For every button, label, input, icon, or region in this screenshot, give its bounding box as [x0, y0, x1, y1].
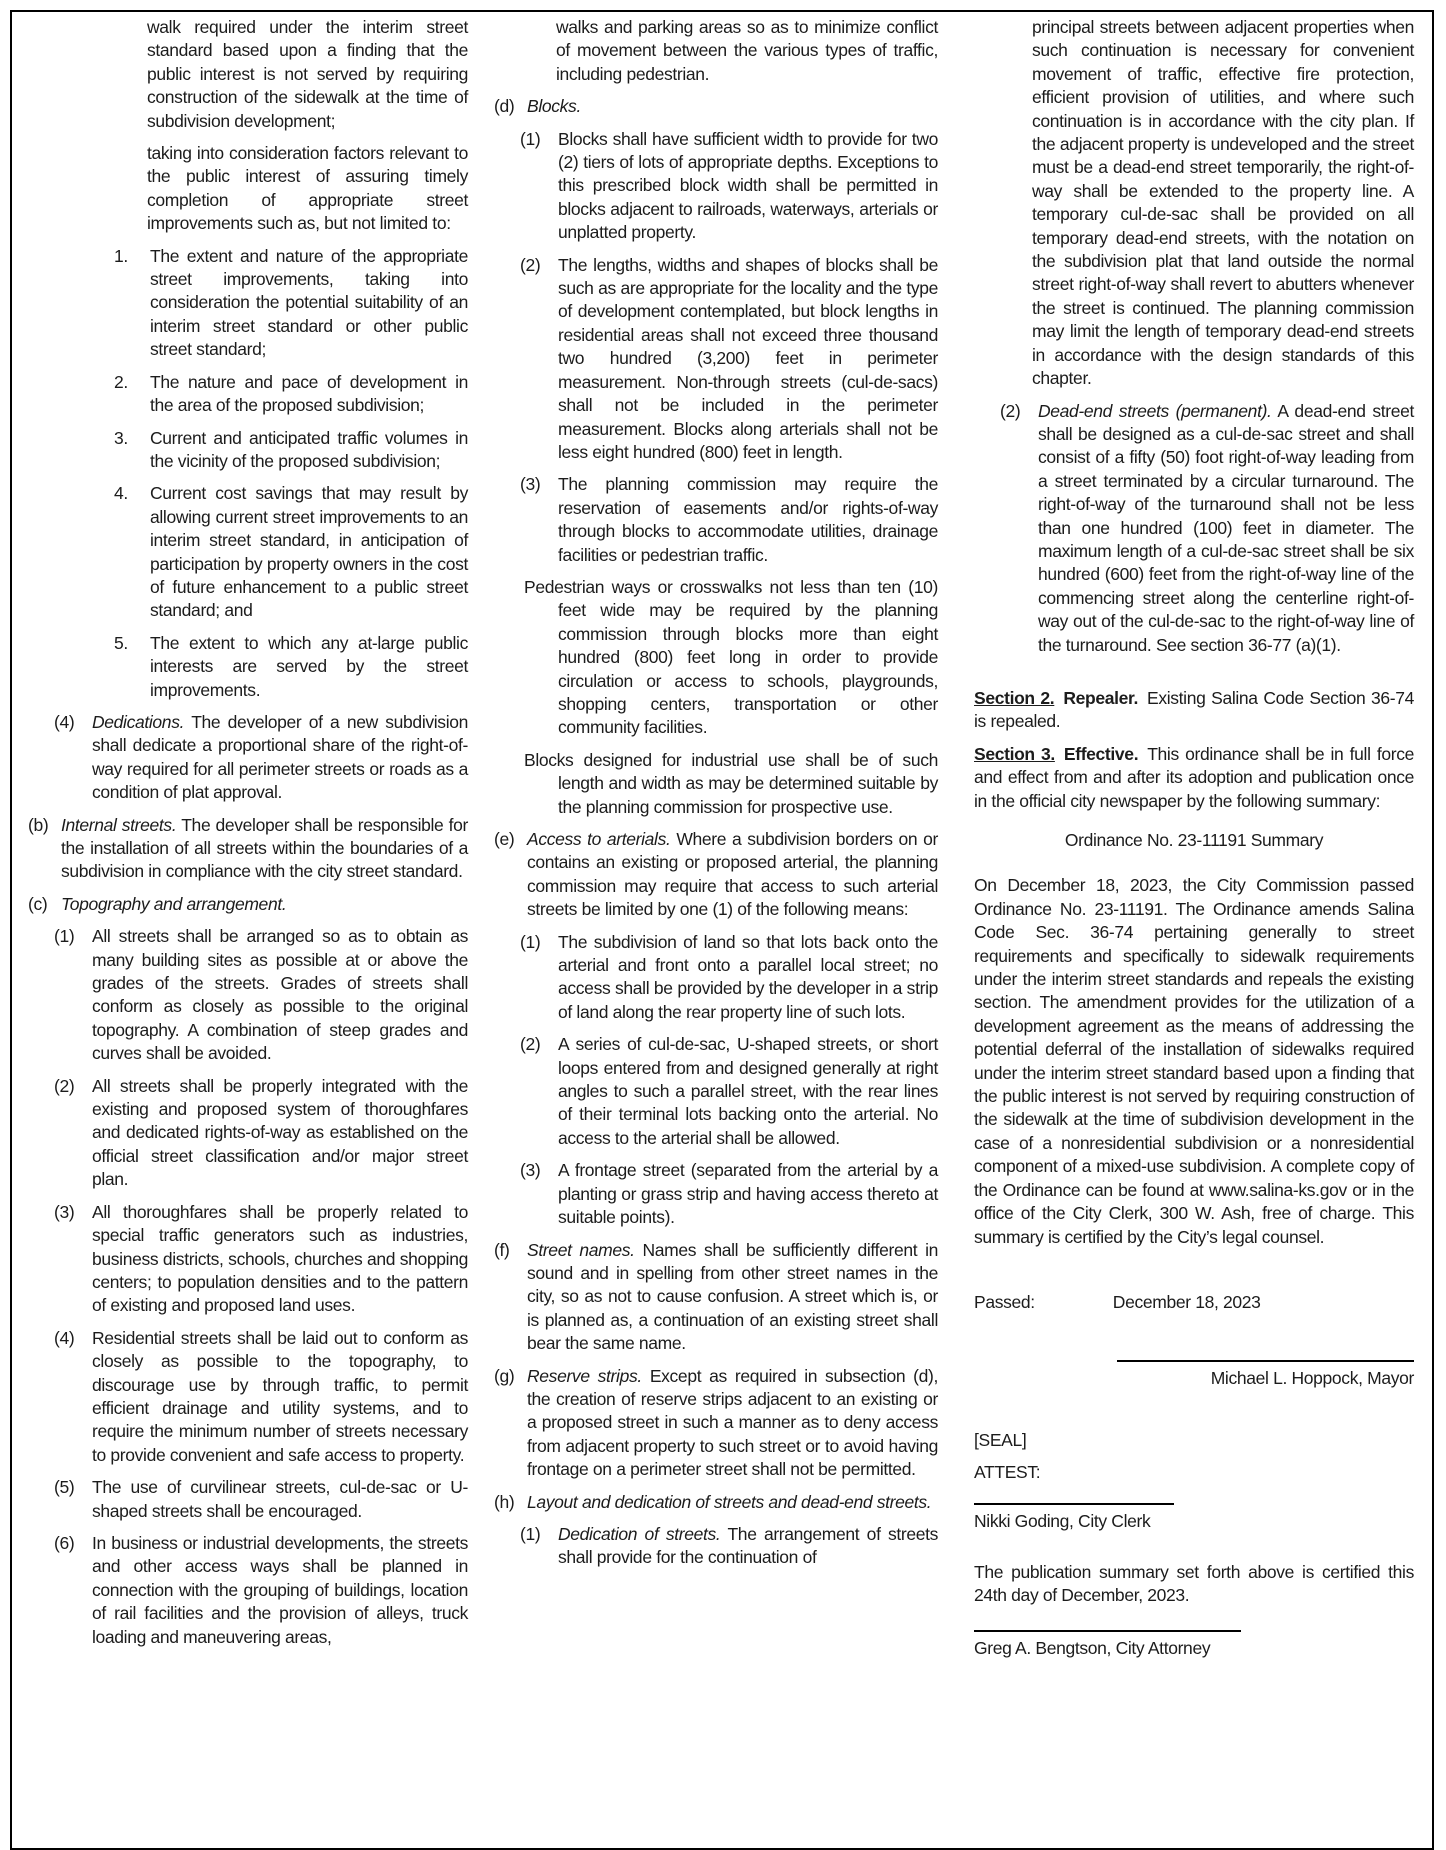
item-text: Where a subdivision borders on or contains an existing or proposed arterial, the planning commission may require that access to such arterial streets be limited by one (1) of the following means: — [527, 829, 939, 920]
item-lead: Blocks. — [527, 96, 581, 117]
signature-line — [974, 1503, 1174, 1505]
list-item-dead-end-streets — [974, 400, 1414, 657]
item-text: A dead-end street shall be designed as a cul-de-sac street and shall consist of a fifty (50) foot right-of-way leading from a street terminated by a circular turnaround. The right-of-way of the turnaround shall not be less than one hundred (100) feet in diameter. The maximum length of a cul-de-sac street shall be six hundred (600) feet from the right-of-way line of the commencing street along the centerline right-of-way out of the cul-de-sac to the right-of-way line of the turnaround. See section 36-77 (a)(1). — [1038, 400, 1414, 655]
item-lead: Layout and dedication of streets and dead-end streets. — [527, 1491, 932, 1512]
item-marker: (6) — [54, 1532, 75, 1553]
section-2-repealer — [974, 687, 1414, 734]
item-marker: (d) — [494, 96, 515, 117]
continuation-paragraph: walks and parking areas so as to minimize conflict of movement between the various types of traffic, including pedestrian. — [556, 17, 938, 84]
item-marker: (4) — [54, 1327, 75, 1348]
item-marker: (b) — [28, 814, 49, 835]
item-text: A frontage street (separated from the arterial by a planting or grass strip and having access thereto at suitable points). — [558, 1160, 938, 1228]
section-subheading: Repealer. — [1063, 687, 1138, 708]
city-attorney-signature — [974, 1630, 1414, 1660]
section-heading: Section 3. — [974, 743, 1055, 764]
list-item — [28, 632, 468, 702]
item-text: Except as required in subsection (d), the creation of reserve strips adjacent to an existing or a proposed street in such a manner as to deny access from adjacent property to such street or to avoid having frontage on a perimeter street shall not be permitted. — [527, 1365, 938, 1480]
list-item — [494, 473, 938, 567]
list-item-internal-streets — [28, 814, 468, 884]
item-marker: (1) — [520, 128, 541, 149]
list-item-layout-dedication-heading — [494, 1491, 938, 1514]
item-lead: Topography and arrangement. — [61, 893, 287, 914]
signature-line — [1117, 1360, 1414, 1362]
item-marker: (3) — [54, 1201, 75, 1222]
item-marker: 4. — [114, 483, 128, 504]
item-lead: Access to arterials. — [527, 829, 671, 849]
item-lead: Reserve strips. — [527, 1365, 642, 1386]
item-text: The arrangement of streets shall provide for the continuation of — [558, 1523, 939, 1568]
item-lead: Street names. — [527, 1239, 635, 1260]
item-marker: (2) — [520, 254, 541, 275]
list-item-topography-heading — [28, 893, 468, 916]
signature-caption: Michael L. Hoppock, Mayor — [1210, 1368, 1414, 1389]
item-text: Names shall be sufficiently different in sound and in spelling from other street names in the city, so as not to cause confusion. A street which is, or is planned as, a continuation of an existing street shall bear the same name. — [527, 1239, 938, 1354]
list-item — [28, 482, 468, 622]
list-item — [28, 427, 468, 474]
list-item — [494, 254, 938, 465]
list-item-blocks-heading — [494, 95, 938, 118]
industrial-blocks-paragraph: Blocks designed for industrial use shall be of such length and width as may be determined suitable by the planning commission for prospective use. — [524, 749, 938, 817]
item-text: Current cost savings that may result by allowing current street improvements to an interim street standard, in anticipation of participation by property owners in the cost of future enhancement to a public street standard; and — [150, 483, 468, 621]
section-subheading: Effective. — [1063, 743, 1139, 764]
column-left — [28, 16, 468, 1658]
item-text: The lengths, widths and shapes of blocks shall be such as are appropriate for the locality and the type of development contemplated, but block lengths in residential areas shall not exceed three thousand two hundred (3,200) feet in perimeter measurement. Non-through streets (cul-de-sacs) shall not be included in the perimeter measurement. Blocks along arterials shall not be less eight hundred (800) feet in length. — [558, 254, 938, 462]
item-text: Residential streets shall be laid out to conform as closely as possible to the topography, to discourage use by through traffic, to permit efficient drainage and utility systems, and to require the minimum number of streets necessary to provide convenient and safe access to property. — [92, 1327, 468, 1465]
section-heading: Section 2. — [974, 687, 1055, 708]
item-lead: Dedication of streets. — [558, 1523, 721, 1544]
list-item — [28, 1532, 468, 1649]
item-text: All streets shall be arranged so as to obtain as many building sites as possible at or above the grades of the streets. Grades of streets shall conform as closely as possible to the original topography. A combination of steep grades and curves shall be avoided. — [92, 926, 468, 1064]
passed-row — [974, 1291, 1414, 1314]
item-text: The subdivision of land so that lots back onto the arterial and front onto a parallel local street; no access shall be provided by the developer in a strip of land along the rear property line of such lots. — [558, 931, 938, 1022]
item-marker: (3) — [520, 474, 541, 495]
item-marker: (2) — [1000, 400, 1021, 421]
item-marker: (3) — [520, 1160, 541, 1181]
column-right — [974, 16, 1414, 1669]
list-item — [28, 1075, 468, 1192]
paragraph: taking into consideration factors relevant to the public interest of assuring timely completion of appropriate street improvements such as, but not limited to: — [147, 143, 468, 234]
column-middle — [494, 16, 938, 1579]
passed-label: Passed: — [974, 1291, 1035, 1312]
item-marker: (e) — [494, 829, 515, 849]
item-text: Current and anticipated traffic volumes in the vicinity of the proposed subdivision; — [150, 427, 468, 471]
item-marker: 3. — [114, 427, 128, 448]
item-text: All streets shall be properly integrated with the existing and proposed system of thoroughfares and dedicated rights-of-way as established on the official street classification and/or major street plan. — [92, 1075, 468, 1190]
section-3-effective — [974, 743, 1414, 813]
section-text: Existing Salina Code Section 36-74 is repealed. — [974, 687, 1414, 732]
item-text: The extent to which any at-large public interests are served by the street improvements. — [150, 632, 468, 700]
item-marker: (2) — [520, 1034, 541, 1055]
list-item-dedications — [28, 711, 468, 805]
item-text: The developer of a new subdivision shall dedicate a proportional share of the right-of-way required for all perimeter streets or roads as a condition of plat approval. — [92, 711, 468, 803]
item-marker: 1. — [114, 245, 128, 266]
item-text: A series of cul-de-sac, U-shaped streets, or short loops entered from and designed generally at right angles to such a parallel street, with the rear lines of their terminal lots backing onto the arterial. No access to the arterial shall be allowed. — [558, 1034, 938, 1148]
section-text: This ordinance shall be in full force and effect from and after its adoption and publication once in the official city newspaper by the following summary: — [974, 743, 1414, 811]
pedestrian-ways-paragraph: Pedestrian ways or crosswalks not less than ten (10) feet wide may be required by the planning commission through blocks more than eight hundred (800) feet long in order to provide circulation or access to schools, playgrounds, shopping centers, transportation or other community facilities. — [524, 576, 938, 738]
list-item — [28, 1201, 468, 1318]
item-marker: (1) — [520, 1523, 541, 1544]
city-clerk-signature — [974, 1503, 1414, 1533]
signature-caption: Greg A. Bengtson, City Attorney — [974, 1637, 1211, 1658]
attest-label: ATTEST: — [974, 1462, 1041, 1483]
list-item-dedication-of-streets — [494, 1523, 938, 1570]
list-item — [28, 1327, 468, 1467]
item-text: The nature and pace of development in the area of the proposed subdivision; — [150, 371, 468, 416]
item-lead: Dead-end streets (permanent). — [1038, 400, 1272, 421]
item-text: The developer shall be responsible for the installation of all streets within the boundaries of a subdivision in compliance with the city street standard. — [61, 814, 468, 882]
item-text: The extent and nature of the appropriate street improvements, taking into consideration the potential suitability of an interim street standard or other public street standard; — [150, 245, 468, 360]
list-item-reserve-strips — [494, 1365, 938, 1482]
item-marker: (5) — [54, 1477, 75, 1498]
item-text: All thoroughfares shall be properly related to special traffic generators such as industries, business districts, schools, churches and shopping centers; to population densities and to the pattern of existing and proposed land uses. — [92, 1201, 468, 1316]
item-text: The use of curvilinear streets, cul-de-sac or U-shaped streets shall be encouraged. — [92, 1477, 468, 1521]
seal-label: [SEAL] — [974, 1429, 1027, 1450]
ordinance-summary-paragraph: On December 18, 2023, the City Commission passed Ordinance No. 23-11191. The Ordinance amends Salina Code Sec. 36-74 pertaining generally to street requirements and specifically to sidewalk requirements under the interim street standards and repeals the existing section. The amendment provides for the utilization of a development agreement as the means of addressing the potential deferral of the installation of sidewalks required under the interim street standard based upon a finding that the public interest is not served by requiring construction of the sidewalk at the time of subdivision development in the case of a nonresidential subdivision or a nonresidential component of a mixed-use subdivision. A complete copy of the Ordinance can be found at www.salina-ks.gov or in the office of the City Clerk, 300 W. Ash, free of charge. This summary is certified by the City’s legal counsel. — [974, 875, 1414, 1247]
item-marker: (g) — [494, 1365, 515, 1386]
item-marker: (c) — [28, 893, 48, 914]
item-text: The planning commission may require the reservation of easements and/or rights-of-way through blocks to accommodate utilities, drainage facilities or pedestrian traffic. — [558, 474, 938, 565]
continuation-paragraph: walk required under the interim street standard based upon a finding that the public interest is not served by requiring construction of the sidewalk at the time of subdivision development; — [147, 17, 468, 131]
item-text: In business or industrial developments, the streets and other access ways shall be planned in connection with the grouping of buildings, location of rail facilities and the provision of alleys, truck loading and maneuvering areas, — [92, 1532, 468, 1647]
item-marker: (h) — [494, 1491, 515, 1512]
list-item — [494, 931, 938, 1025]
item-marker: (f) — [494, 1239, 510, 1260]
item-marker: (4) — [54, 711, 75, 732]
item-marker: (1) — [54, 926, 75, 947]
item-lead: Dedications. — [92, 711, 185, 732]
signature-line — [974, 1630, 1241, 1632]
passed-date: December 18, 2023 — [1112, 1291, 1261, 1312]
publication-certification-paragraph: The publication summary set forth above is certified this 24th day of December, 2023. — [974, 1561, 1414, 1606]
list-item-access-arterials — [494, 828, 938, 922]
mayor-signature — [974, 1360, 1414, 1390]
item-text: Blocks shall have sufficient width to provide for two (2) tiers of lots of appropriate depths. Exceptions to this prescribed block width shall be permitted in blocks adjacent to railroads, waterways, arterials or unplatted property. — [558, 128, 938, 243]
ordinance-summary-title: Ordinance No. 23-11191 Summary — [1064, 830, 1324, 850]
list-item — [28, 1476, 468, 1523]
list-item — [28, 245, 468, 362]
list-item — [28, 925, 468, 1065]
continuation-paragraph: principal streets between adjacent properties when such continuation is necessary for convenient movement of traffic, effective fire protection, efficient provision of utilities, and where such continuation is in accordance with the city plan. If the adjacent property is undeveloped and the street must be a dead-end street temporarily, the right-of-way shall be extended to the property line. A temporary cul-de-sac shall be provided on all temporary dead-end streets, with the notation on the subdivision plat that land outside the normal street right-of-way shall revert to abutters whenever the street is continued. The planning commission may limit the length of temporary dead-end streets in accordance with the design standards of this chapter. — [1032, 17, 1414, 389]
item-marker: 2. — [114, 371, 128, 392]
item-marker: (2) — [54, 1075, 75, 1096]
list-item — [494, 128, 938, 245]
item-marker: (1) — [520, 931, 541, 952]
signature-caption: Nikki Goding, City Clerk — [974, 1510, 1151, 1531]
item-marker: 5. — [114, 632, 128, 653]
item-lead: Internal streets. — [61, 814, 177, 835]
list-item — [494, 1159, 938, 1229]
list-item — [494, 1033, 938, 1150]
list-item-street-names — [494, 1239, 938, 1356]
list-item — [28, 371, 468, 418]
